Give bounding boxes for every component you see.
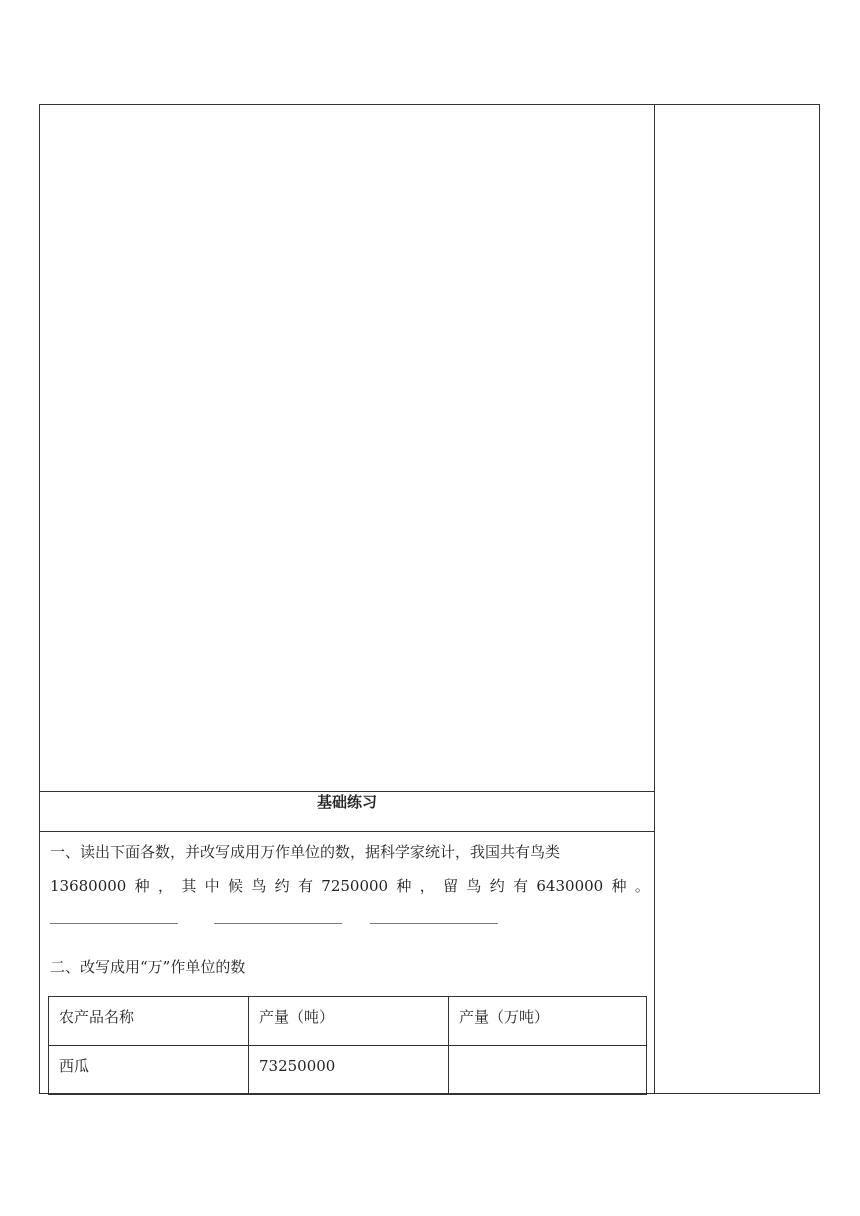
question-1-token: 6430000 bbox=[536, 877, 604, 895]
question-1-token: 候 bbox=[227, 877, 243, 895]
question-1-line-2 bbox=[50, 876, 650, 896]
table-header-cell: 农产品名称 bbox=[49, 997, 249, 1046]
table-header-cell: 产量（吨） bbox=[249, 997, 449, 1046]
worksheet-table bbox=[39, 104, 820, 1094]
question-1-token: ， bbox=[419, 877, 435, 895]
question-1-token: 13680000 bbox=[50, 877, 127, 895]
question-1-token: 约 bbox=[489, 877, 505, 895]
question-2-title: 二、改写成用“万”作单位的数 bbox=[50, 958, 246, 976]
question-1-token: 其 bbox=[181, 877, 197, 895]
question-1-token: 中 bbox=[204, 877, 220, 895]
question-1-token: 鸟 bbox=[466, 877, 482, 895]
question-1-token: 。 bbox=[634, 877, 650, 895]
table-cell: 73250000 bbox=[249, 1046, 449, 1095]
table-row bbox=[49, 1046, 647, 1095]
table-header-row bbox=[49, 997, 647, 1046]
question-1-token: 种 bbox=[396, 877, 412, 895]
question-1-token: 种 bbox=[611, 877, 627, 895]
column-divider bbox=[654, 105, 655, 1093]
question-1-token: 约 bbox=[274, 877, 290, 895]
question-1-token: 留 bbox=[443, 877, 459, 895]
divider bbox=[40, 831, 654, 832]
table-cell: 西瓜 bbox=[49, 1046, 249, 1095]
answer-blank-2[interactable] bbox=[214, 923, 342, 924]
table-header-cell: 产量（万吨） bbox=[449, 997, 647, 1046]
answer-blank-3[interactable] bbox=[370, 923, 498, 924]
question-1-token: 种 bbox=[134, 877, 150, 895]
question-1-token: 有 bbox=[297, 877, 313, 895]
question-1-token: 鸟 bbox=[251, 877, 267, 895]
produce-table bbox=[48, 996, 647, 1095]
question-1-token: 有 bbox=[513, 877, 529, 895]
main-column bbox=[40, 105, 654, 1093]
section-title: 基础练习 bbox=[316, 793, 377, 811]
question-1-token: 7250000 bbox=[321, 877, 389, 895]
question-1-line-1: 一、读出下面各数，并改写成用万作单位的数，据科学家统计，我国共有鸟类 bbox=[50, 843, 561, 861]
answer-cell[interactable] bbox=[449, 1046, 647, 1095]
answer-blank-1[interactable] bbox=[50, 923, 178, 924]
question-1-token: ， bbox=[158, 877, 174, 895]
